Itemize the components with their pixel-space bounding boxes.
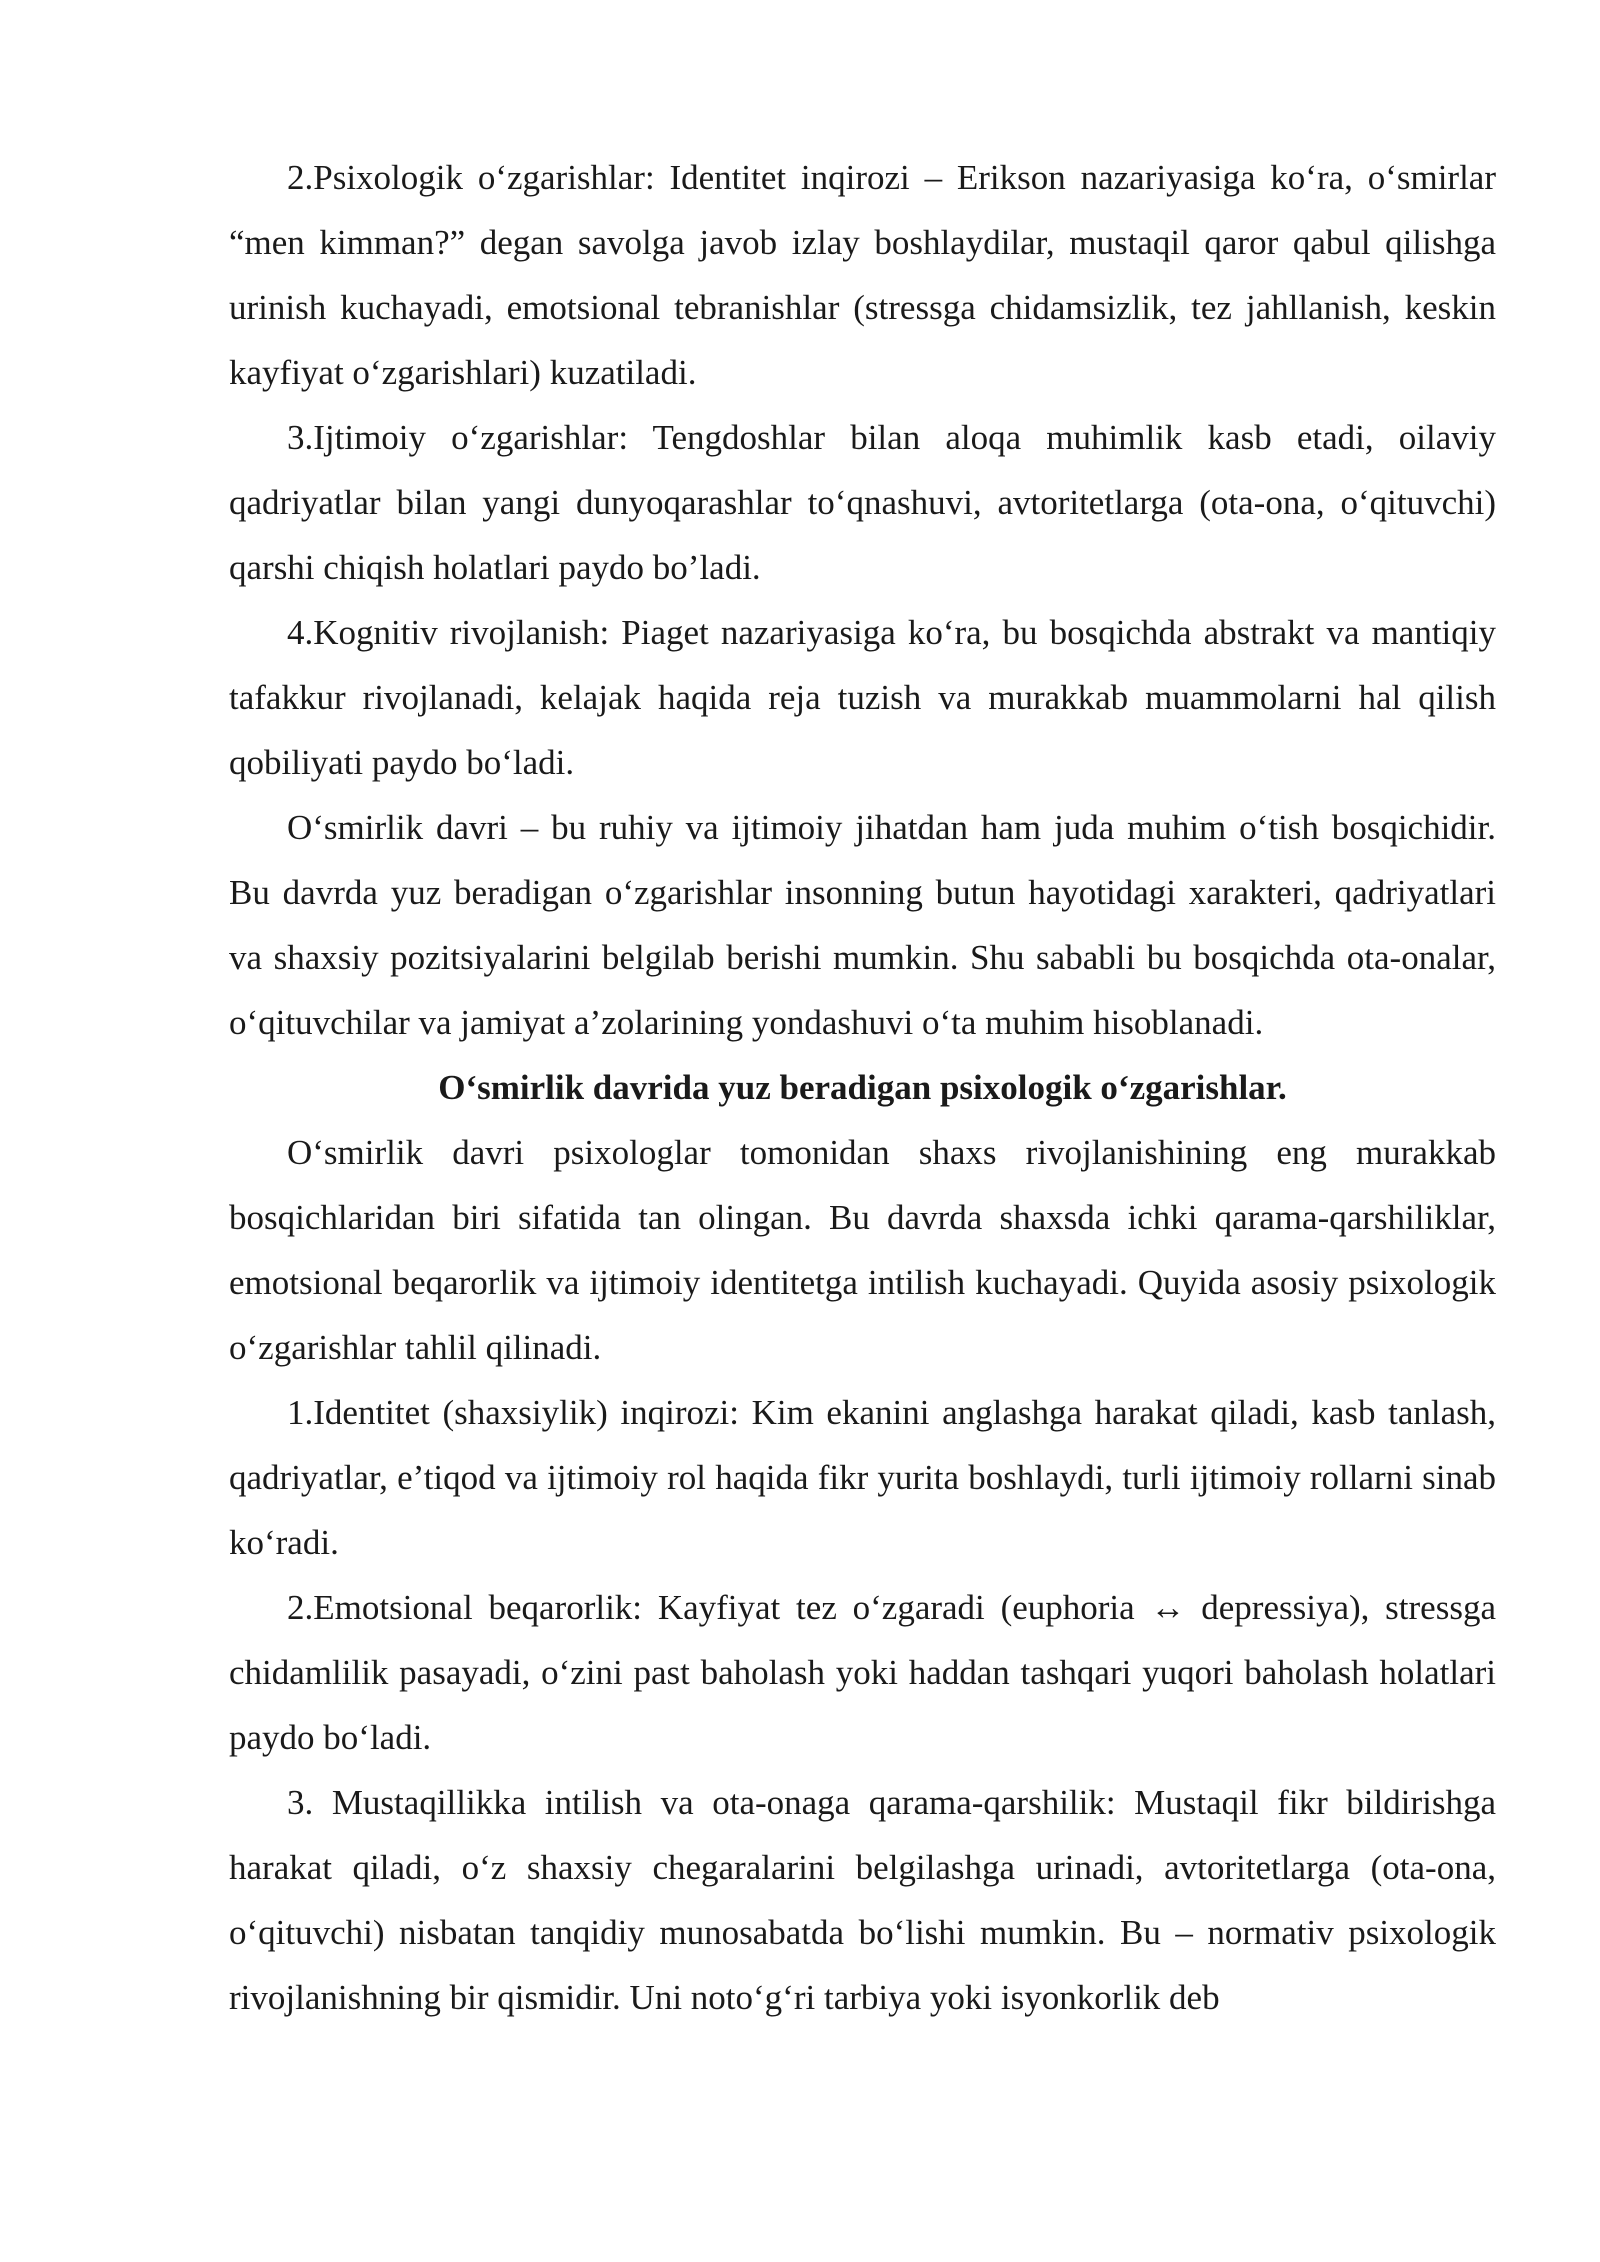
paragraph-emotional-instability: 2.Emotsional beqarorlik: Kayfiyat tez o‘zgaradi (euphoria ↔ depressiya), stressga chidamlilik pasayadi, o‘zini past baholash yoki haddan tashqari yuqori baholash holatlari paydo bo‘ladi. xyxy=(229,1588,1496,1757)
paragraph-adolescence-summary: O‘smirlik davri – bu ruhiy va ijtimoiy jihatdan ham juda muhim o‘tish bosqichidir. Bu davrda yuz beradigan o‘zgarishlar insonning butun hayotidagi xarakteri, qadriyatlari va shaxsiy pozitsiyalarini belgilab berishi mumkin. Shu sababli bu bosqichda ota-onalar, o‘qituvchilar va jamiyat a’zolarining yondashuvi o‘ta muhim hisoblanadi. xyxy=(229,808,1496,1042)
paragraph-section-intro: O‘smirlik davri psixologlar tomonidan shaxs rivojlanishining eng murakkab bosqichlaridan biri sifatida tan olingan. Bu davrda shaxsda ichki qarama-qarshiliklar, emotsional beqarorlik va ijtimoiy identitetga intilish kuchayadi. Quyida asosiy psixologik o‘zgarishlar tahlil qilinadi. xyxy=(229,1133,1496,1367)
paragraph-independence-striving: 3. Mustaqillikka intilish va ota-onaga qarama-qarshilik: Mustaqil fikr bildirishga harakat qiladi, o‘z shaxsiy chegaralarini belgilashga urinadi, avtoritetlarga (ota-ona, o‘qituvchi) nisbatan tanqidiy munosabatda bo‘lishi mumkin. Bu – normativ psixologik rivojlanishning bir qismidir. Uni noto‘g‘ri tarbiya yoki isyonkorlik deb xyxy=(229,1783,1496,2017)
section-heading: O‘smirlik davrida yuz beradigan psixologik o‘zgarishlar. xyxy=(438,1068,1287,1107)
paragraph-identity-crisis: 1.Identitet (shaxsiylik) inqirozi: Kim ekanini anglashga harakat qiladi, kasb tanlash, qadriyatlar, e’tiqod va ijtimoiy rol haqida fikr yurita boshlaydi, turli ijtimoiy rollarni sinab ko‘radi. xyxy=(229,1393,1496,1562)
paragraph-cognitive-development: 4.Kognitiv rivojlanish: Piaget nazariyasiga ko‘ra, bu bosqichda abstrakt va mantiqiy tafakkur rivojlanadi, kelajak haqida reja tuzish va murakkab muammolarni hal qilish qobiliyati paydo bo‘ladi. xyxy=(229,613,1496,782)
paragraph-psychological-changes: 2.Psixologik o‘zgarishlar: Identitet inqirozi – Erikson nazariyasiga ko‘ra, o‘smirlar “men kimman?” degan savolga javob izlay boshlaydilar, mustaqil qaror qabul qilishga urinish kuchayadi, emotsional tebranishlar (stressga chidamsizlik, tez jahllanish, keskin kayfiyat o‘zgarishlari) kuzatiladi. xyxy=(229,158,1496,392)
document-page xyxy=(229,145,1496,2030)
paragraph-social-changes: 3.Ijtimoiy o‘zgarishlar: Tengdoshlar bilan aloqa muhimlik kasb etadi, oilaviy qadriyatlar bilan yangi dunyoqarashlar to‘qnashuvi, avtoritetlarga (ota-ona, o‘qituvchi) qarshi chiqish holatlari paydo bo’ladi. xyxy=(229,418,1496,587)
